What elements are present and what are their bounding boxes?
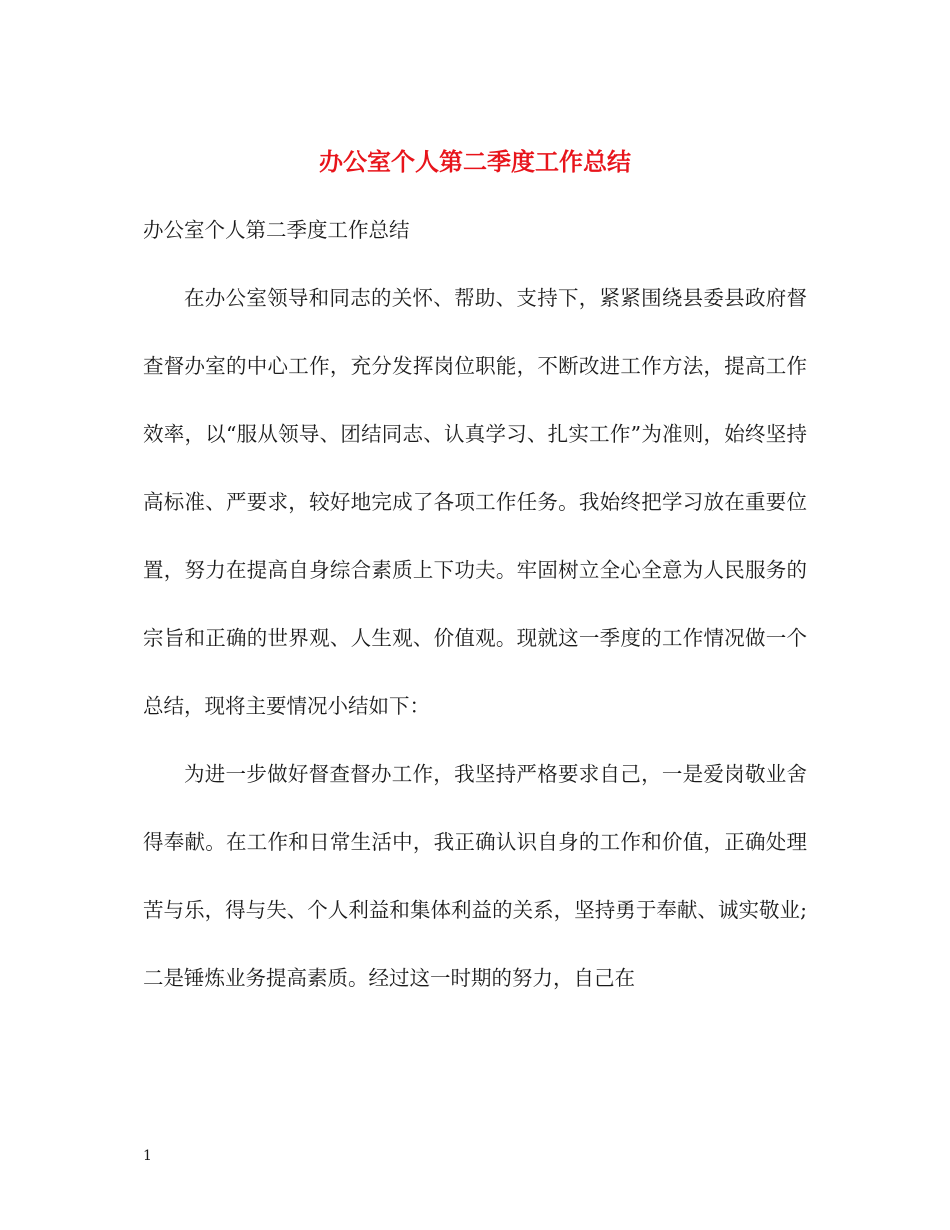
page-number: 1 bbox=[143, 1148, 152, 1164]
paragraph-1: 在办公室领导和同志的关怀、帮助、支持下，紧紧围绕县委县政府督查督办室的中心工作，充分发挥岗位职能，不断改进工作方法，提高工作效率，以“服从领导、团结同志、认真学习、扎实工作”为准则，始终坚持高标准、严要求，较好地完成了各项工作任务。我始终把学习放在重要位置，努力在提高自身综合素质上下功夫。牢固树立全心全意为人民服务的宗旨和正确的世界观、人生观、价值观。现就这一季度的工作情况做一个总结，现将主要情况小结如下： bbox=[143, 286, 807, 718]
document-title: 办公室个人第二季度工作总结 bbox=[319, 147, 631, 176]
paragraph-2: 为进一步做好督查督办工作，我坚持严格要求自己，一是爱岗敬业舍得奉献。在工作和日常生活中，我正确认识自身的工作和价值，正确处理苦与乐，得与失、个人利益和集体利益的关系，坚持勇于奉献、诚实敬业;二是锤炼业务提高素质。经过这一时期的努力，自己在 bbox=[143, 762, 807, 990]
document-subtitle: 办公室个人第二季度工作总结 bbox=[143, 218, 410, 242]
document-body bbox=[143, 196, 807, 1012]
